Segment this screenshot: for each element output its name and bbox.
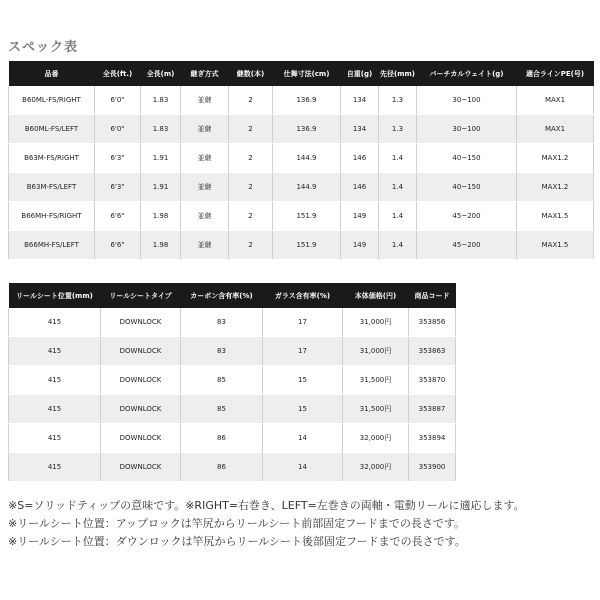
table-cell: 86 (181, 453, 263, 482)
spec-table-main (8, 61, 594, 260)
page-title: スペック表 (8, 40, 79, 55)
table-cell: 353900 (409, 453, 456, 482)
table-cell: 415 (9, 366, 101, 395)
table-cell: 415 (9, 395, 101, 424)
header-cell: 本体価格(円) (343, 283, 409, 308)
table-cell: 85 (181, 366, 263, 395)
table-cell: MAX1.5 (517, 202, 594, 231)
table-cell: 144.9 (273, 144, 341, 173)
notes (8, 497, 598, 551)
table-row (9, 202, 594, 231)
table-cell: 45~200 (417, 202, 517, 231)
header-cell: 仕舞寸法(cm) (273, 61, 341, 86)
header-cell: 商品コード (409, 283, 456, 308)
table-cell: DOWNLOCK (101, 366, 181, 395)
table-cell: 並継 (181, 202, 229, 231)
table-cell: 1.4 (379, 202, 417, 231)
table-cell: 136.9 (273, 115, 341, 144)
table-cell: 並継 (181, 231, 229, 260)
table-row (9, 173, 594, 202)
table-cell: 2 (229, 86, 273, 115)
table-row (9, 231, 594, 260)
table-row (9, 424, 456, 453)
table-cell: 415 (9, 337, 101, 366)
spec-table-reel-price (8, 283, 456, 482)
table-cell: 17 (263, 337, 343, 366)
header-cell: バーチカルウェイト(g) (417, 61, 517, 86)
table-cell: 6'3" (95, 144, 141, 173)
table-cell: 15 (263, 395, 343, 424)
table-cell: 30~100 (417, 86, 517, 115)
table-cell: 144.9 (273, 173, 341, 202)
header-cell: 品番 (9, 61, 95, 86)
table-cell: B66MH-FS/LEFT (9, 231, 95, 260)
table-cell: 146 (341, 144, 379, 173)
table-cell: 149 (341, 231, 379, 260)
table-cell: 並継 (181, 115, 229, 144)
table-cell: 1.4 (379, 231, 417, 260)
table-cell: DOWNLOCK (101, 337, 181, 366)
table-cell: 146 (341, 173, 379, 202)
table-cell: 1.83 (141, 115, 181, 144)
table-cell: 並継 (181, 173, 229, 202)
table-cell: 14 (263, 424, 343, 453)
table-cell: B60ML-FS/LEFT (9, 115, 95, 144)
header-cell: 継数(本) (229, 61, 273, 86)
table-cell: 40~150 (417, 173, 517, 202)
table-cell: 並継 (181, 86, 229, 115)
header-cell: ガラス含有率(%) (263, 283, 343, 308)
table-cell: 6'0" (95, 86, 141, 115)
table-cell: 15 (263, 366, 343, 395)
table-cell: 83 (181, 308, 263, 337)
table-cell: 2 (229, 115, 273, 144)
table-row (9, 86, 594, 115)
table-cell: 32,000円 (343, 424, 409, 453)
table-cell: 415 (9, 308, 101, 337)
table-cell: 31,500円 (343, 366, 409, 395)
table-cell: 134 (341, 86, 379, 115)
table-cell: 1.4 (379, 173, 417, 202)
table-row (9, 337, 456, 366)
table-cell: DOWNLOCK (101, 308, 181, 337)
table-cell: 1.91 (141, 144, 181, 173)
table-row (9, 366, 456, 395)
table-cell: 85 (181, 395, 263, 424)
table-cell: MAX1 (517, 86, 594, 115)
table-cell: 2 (229, 202, 273, 231)
table-cell: 1.3 (379, 86, 417, 115)
table-cell: 136.9 (273, 86, 341, 115)
table-row (9, 115, 594, 144)
table-cell: 6'3" (95, 173, 141, 202)
table-cell: 40~150 (417, 144, 517, 173)
table-cell: 1.3 (379, 115, 417, 144)
table-row (9, 453, 456, 482)
header-cell: カーボン含有率(%) (181, 283, 263, 308)
table-cell: 30~100 (417, 115, 517, 144)
table-cell: DOWNLOCK (101, 424, 181, 453)
table-cell: 149 (341, 202, 379, 231)
table-cell: 並継 (181, 144, 229, 173)
note-solid-tip-handedness: ※S=ソリッドティップの意味です。※RIGHT=右巻き、LEFT=左巻きの両軸・電動リールに適応します。 (8, 499, 525, 512)
table-cell: 353887 (409, 395, 456, 424)
table-cell: 6'6" (95, 231, 141, 260)
table-cell: MAX1.5 (517, 231, 594, 260)
header-cell: 継ぎ方式 (181, 61, 229, 86)
note-uplock-position: ※リールシート位置：アップロックは竿尻からリールシート前部固定フードまでの長さです。 (8, 517, 466, 530)
table-cell: DOWNLOCK (101, 395, 181, 424)
table-cell: 134 (341, 115, 379, 144)
table-cell: 353894 (409, 424, 456, 453)
table-cell: MAX1 (517, 115, 594, 144)
header-cell: 全長(ft.) (95, 61, 141, 86)
table-cell: 6'6" (95, 202, 141, 231)
table-cell: B66MH-FS/RIGHT (9, 202, 95, 231)
table-cell: 2 (229, 173, 273, 202)
table-cell: B60ML-FS/RIGHT (9, 86, 95, 115)
table-row (9, 144, 594, 173)
table-cell: 31,000円 (343, 337, 409, 366)
table-header-row (9, 283, 456, 308)
header-cell: 全長(m) (141, 61, 181, 86)
table-cell: B63M-FS/RIGHT (9, 144, 95, 173)
table-header-row (9, 61, 594, 86)
table-cell: 17 (263, 308, 343, 337)
table-cell: 1.98 (141, 202, 181, 231)
table-cell: 6'0" (95, 115, 141, 144)
table-cell: 353863 (409, 337, 456, 366)
table-cell: 32,000円 (343, 453, 409, 482)
table-cell: 353856 (409, 308, 456, 337)
table-cell: 1.91 (141, 173, 181, 202)
table-cell: 31,000円 (343, 308, 409, 337)
table-cell: 353870 (409, 366, 456, 395)
table-cell: 1.98 (141, 231, 181, 260)
table-cell: 45~200 (417, 231, 517, 260)
table-cell: 14 (263, 453, 343, 482)
table-cell: DOWNLOCK (101, 453, 181, 482)
note-downlock-position: ※リールシート位置：ダウンロックは竿尻からリールシート後部固定フードまでの長さです。 (8, 535, 466, 548)
table-cell: 83 (181, 337, 263, 366)
table-cell: 151.9 (273, 202, 341, 231)
table-row (9, 308, 456, 337)
table-cell: 31,500円 (343, 395, 409, 424)
table-cell: 415 (9, 453, 101, 482)
table-cell: 1.83 (141, 86, 181, 115)
header-cell: 適合ラインPE(号) (517, 61, 594, 86)
table-cell: 2 (229, 144, 273, 173)
header-cell: 自重(g) (341, 61, 379, 86)
table-cell: B63M-FS/LEFT (9, 173, 95, 202)
table-cell: 2 (229, 231, 273, 260)
table-cell: 1.4 (379, 144, 417, 173)
table-cell: 415 (9, 424, 101, 453)
header-cell: リールシートタイプ (101, 283, 181, 308)
table-cell: 86 (181, 424, 263, 453)
table-cell: MAX1.2 (517, 173, 594, 202)
header-cell: リールシート位置(mm) (9, 283, 101, 308)
table-cell: 151.9 (273, 231, 341, 260)
header-cell: 先径(mm) (379, 61, 417, 86)
table-cell: MAX1.2 (517, 144, 594, 173)
table-row (9, 395, 456, 424)
